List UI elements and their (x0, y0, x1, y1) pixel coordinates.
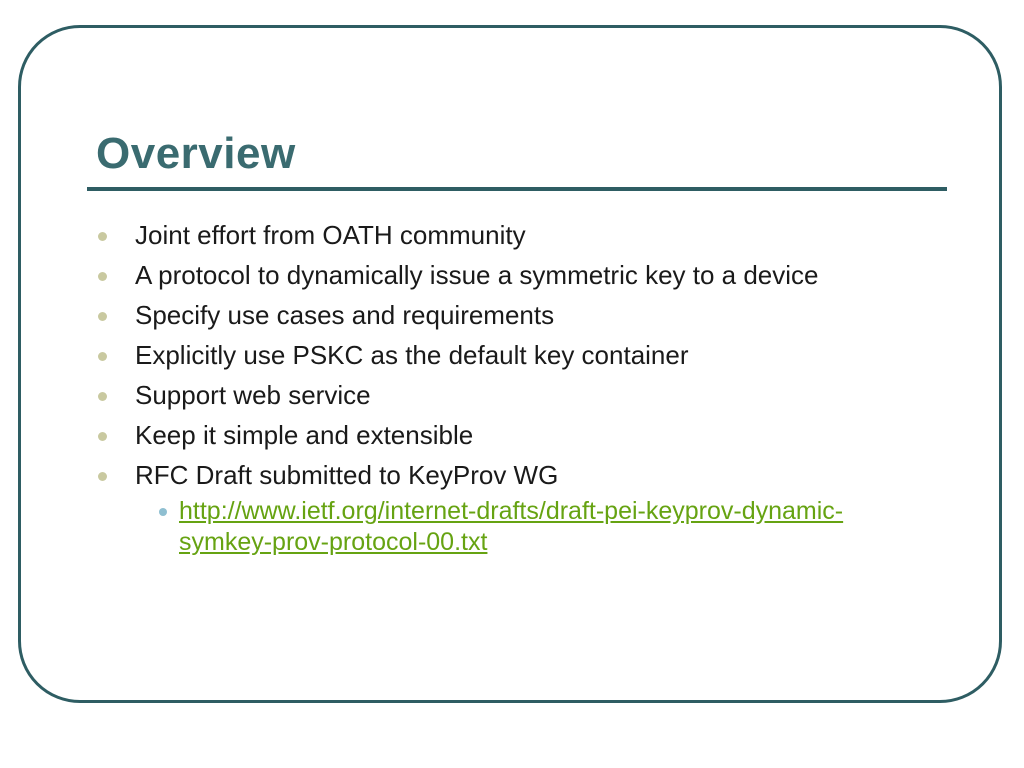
bullet-dot-icon (98, 272, 107, 281)
bullet-text: Support web service (135, 380, 371, 410)
bullet-dot-icon (98, 232, 107, 241)
bullet-text: A protocol to dynamically issue a symmetric key to a device (135, 260, 819, 290)
slide-title: Overview (96, 129, 296, 178)
bullet-list (96, 218, 896, 564)
bullet-item (96, 298, 896, 332)
bullet-text: Keep it simple and extensible (135, 420, 474, 450)
bullet-text: Explicitly use PSKC as the default key container (135, 340, 689, 370)
bullet-dot-icon (98, 312, 107, 321)
sub-bullet-item (135, 496, 896, 558)
sub-bullet-dot-icon (159, 508, 167, 516)
bullet-text: Joint effort from OATH community (135, 220, 526, 250)
bullet-dot-icon (98, 472, 107, 481)
bullet-dot-icon (98, 352, 107, 361)
bullet-item (96, 338, 896, 372)
sub-bullet-list (135, 496, 896, 558)
bullet-text: Specify use cases and requirements (135, 300, 555, 330)
bullet-dot-icon (98, 392, 107, 401)
bullet-text: RFC Draft submitted to KeyProv WG (135, 460, 559, 490)
bullet-item (96, 458, 896, 558)
bullet-dot-icon (98, 432, 107, 441)
bullet-item (96, 258, 896, 292)
title-divider (87, 187, 947, 191)
bullet-item (96, 378, 896, 412)
bullet-item (96, 418, 896, 452)
draft-link[interactable]: http://www.ietf.org/internet-drafts/draft-pei-keyprov-dynamic-symkey-prov-protocol-00.txt (179, 497, 844, 556)
bullet-item (96, 218, 896, 252)
